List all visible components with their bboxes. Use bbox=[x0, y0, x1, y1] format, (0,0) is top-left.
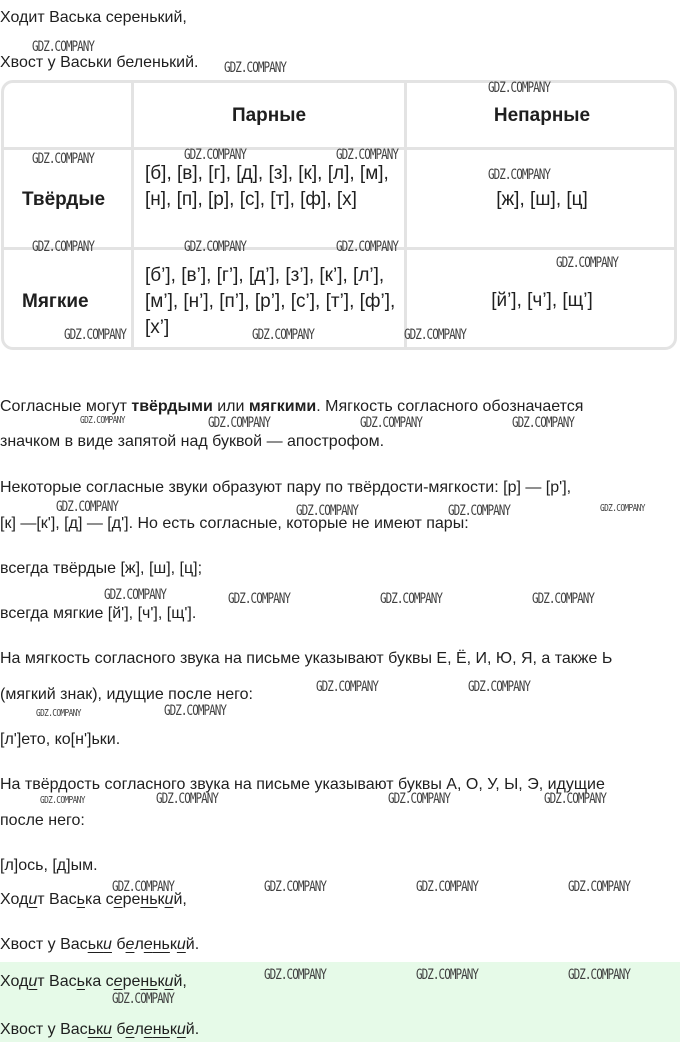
poem-line-1: Ходит Васька серенький, bbox=[0, 891, 187, 908]
watermark: GDZ.COMPANY bbox=[600, 503, 645, 514]
watermark: GDZ.COMPANY bbox=[556, 255, 619, 271]
watermark: GDZ.COMPANY bbox=[32, 39, 95, 55]
watermark: GDZ.COMPANY bbox=[156, 791, 219, 807]
paragraph-2-line-2: [к] —[к'], [д] — [д']. Но есть согласные, которые не имеют пары: bbox=[0, 515, 469, 532]
watermark: GDZ.COMPANY bbox=[164, 703, 227, 719]
watermark: GDZ.COMPANY bbox=[184, 147, 247, 163]
header-unpaired: Непарные bbox=[493, 105, 591, 126]
watermark: GDZ.COMPANY bbox=[416, 967, 479, 983]
paragraph-6-line-1: На твёрдость согласного звука на письме указывают буквы А, О, У, Ы, Э, идущие bbox=[0, 776, 605, 793]
watermark: GDZ.COMPANY bbox=[252, 327, 315, 343]
watermark: GDZ.COMPANY bbox=[468, 679, 531, 695]
example-soft: [л']ето, ко[н']ьки. bbox=[0, 731, 121, 748]
hard-paired-cell: [б], [в], [г], [д], [з], [к], [л], [м], [н], [п], [р], [с], [т], [ф], [х] bbox=[145, 163, 389, 210]
watermark: GDZ.COMPANY bbox=[512, 415, 575, 431]
always-hard-line: всегда твёрдые [ж], [ш], [ц]; bbox=[0, 560, 203, 577]
watermark: GDZ.COMPANY bbox=[184, 239, 247, 255]
paragraph-5-line-2: (мягкий знак), идущие после него: bbox=[0, 686, 253, 703]
paragraph-1-line-2: значком в виде запятой над буквой — апострофом. bbox=[0, 433, 385, 450]
watermark: GDZ.COMPANY bbox=[228, 591, 291, 607]
watermark: GDZ.COMPANY bbox=[208, 415, 271, 431]
watermark: GDZ.COMPANY bbox=[56, 499, 119, 515]
watermark: GDZ.COMPANY bbox=[40, 795, 85, 806]
watermark: GDZ.COMPANY bbox=[264, 879, 327, 895]
watermark: GDZ.COMPANY bbox=[36, 708, 81, 719]
paragraph-2-line-1: Некоторые согласные звуки образуют пару по твёрдости-мягкости: [р] — [р'], bbox=[0, 479, 572, 496]
example-hard: [л]ось, [д]ым. bbox=[0, 857, 98, 874]
watermark: GDZ.COMPANY bbox=[264, 967, 327, 983]
watermark: GDZ.COMPANY bbox=[112, 991, 175, 1007]
soft-paired-cell: [б’], [в’], [г’], [д’], [з’], [к’], [л’], [м’], [н’], [п’], [р’], [с’], [т’], [ф’], [х’] bbox=[145, 265, 396, 338]
row-header-soft: Мягкие bbox=[22, 291, 89, 312]
intro-line-1: Ходит Васька серенький, bbox=[0, 9, 187, 26]
watermark: GDZ.COMPANY bbox=[336, 239, 399, 255]
watermark: GDZ.COMPANY bbox=[404, 327, 467, 343]
watermark: GDZ.COMPANY bbox=[388, 791, 451, 807]
answer-line-1: Ходит Васька серенький, bbox=[0, 973, 187, 990]
watermark: GDZ.COMPANY bbox=[64, 327, 127, 343]
answer-line-2: Хвост у Васьки беленький. bbox=[0, 1021, 200, 1038]
paragraph-6-line-2: после него: bbox=[0, 812, 85, 829]
watermark: GDZ.COMPANY bbox=[296, 503, 359, 519]
watermark: GDZ.COMPANY bbox=[32, 239, 95, 255]
watermark: GDZ.COMPANY bbox=[488, 167, 551, 183]
watermark: GDZ.COMPANY bbox=[360, 415, 423, 431]
watermark: GDZ.COMPANY bbox=[80, 415, 125, 426]
header-paired: Парные bbox=[231, 105, 307, 126]
watermark: GDZ.COMPANY bbox=[544, 791, 607, 807]
watermark: GDZ.COMPANY bbox=[448, 503, 511, 519]
watermark: GDZ.COMPANY bbox=[532, 591, 595, 607]
paragraph-5-line-1: На мягкость согласного звука на письме указывают буквы Е, Ё, И, Ю, Я, а также Ь bbox=[0, 650, 613, 667]
consonants-table bbox=[1, 80, 677, 350]
row-header-hard: Твёрдые bbox=[22, 189, 106, 210]
watermark: GDZ.COMPANY bbox=[32, 151, 95, 167]
watermark: GDZ.COMPANY bbox=[568, 879, 631, 895]
watermark: GDZ.COMPANY bbox=[488, 80, 551, 96]
watermark: GDZ.COMPANY bbox=[336, 147, 399, 163]
paragraph-1-line-1: Согласные могут твёрдыми или мягкими. Мягкость согласного обозначается bbox=[0, 398, 584, 415]
watermark: GDZ.COMPANY bbox=[416, 879, 479, 895]
watermark: GDZ.COMPANY bbox=[568, 967, 631, 983]
watermark: GDZ.COMPANY bbox=[104, 587, 167, 603]
always-soft-line: всегда мягкие [й'], [ч'], [щ']. bbox=[0, 605, 197, 622]
poem-line-2: Хвост у Васьки беленький. bbox=[0, 936, 200, 953]
intro-line-2: Хвост у Васьки беленький. bbox=[0, 54, 199, 71]
soft-unpaired-cell: [й’], [ч’], [щ’] bbox=[491, 290, 593, 311]
watermark: GDZ.COMPANY bbox=[380, 591, 443, 607]
watermark: GDZ.COMPANY bbox=[316, 679, 379, 695]
watermark: GDZ.COMPANY bbox=[112, 879, 175, 895]
watermark: GDZ.COMPANY bbox=[224, 60, 287, 76]
hard-unpaired-cell: [ж], [ш], [ц] bbox=[496, 189, 588, 210]
